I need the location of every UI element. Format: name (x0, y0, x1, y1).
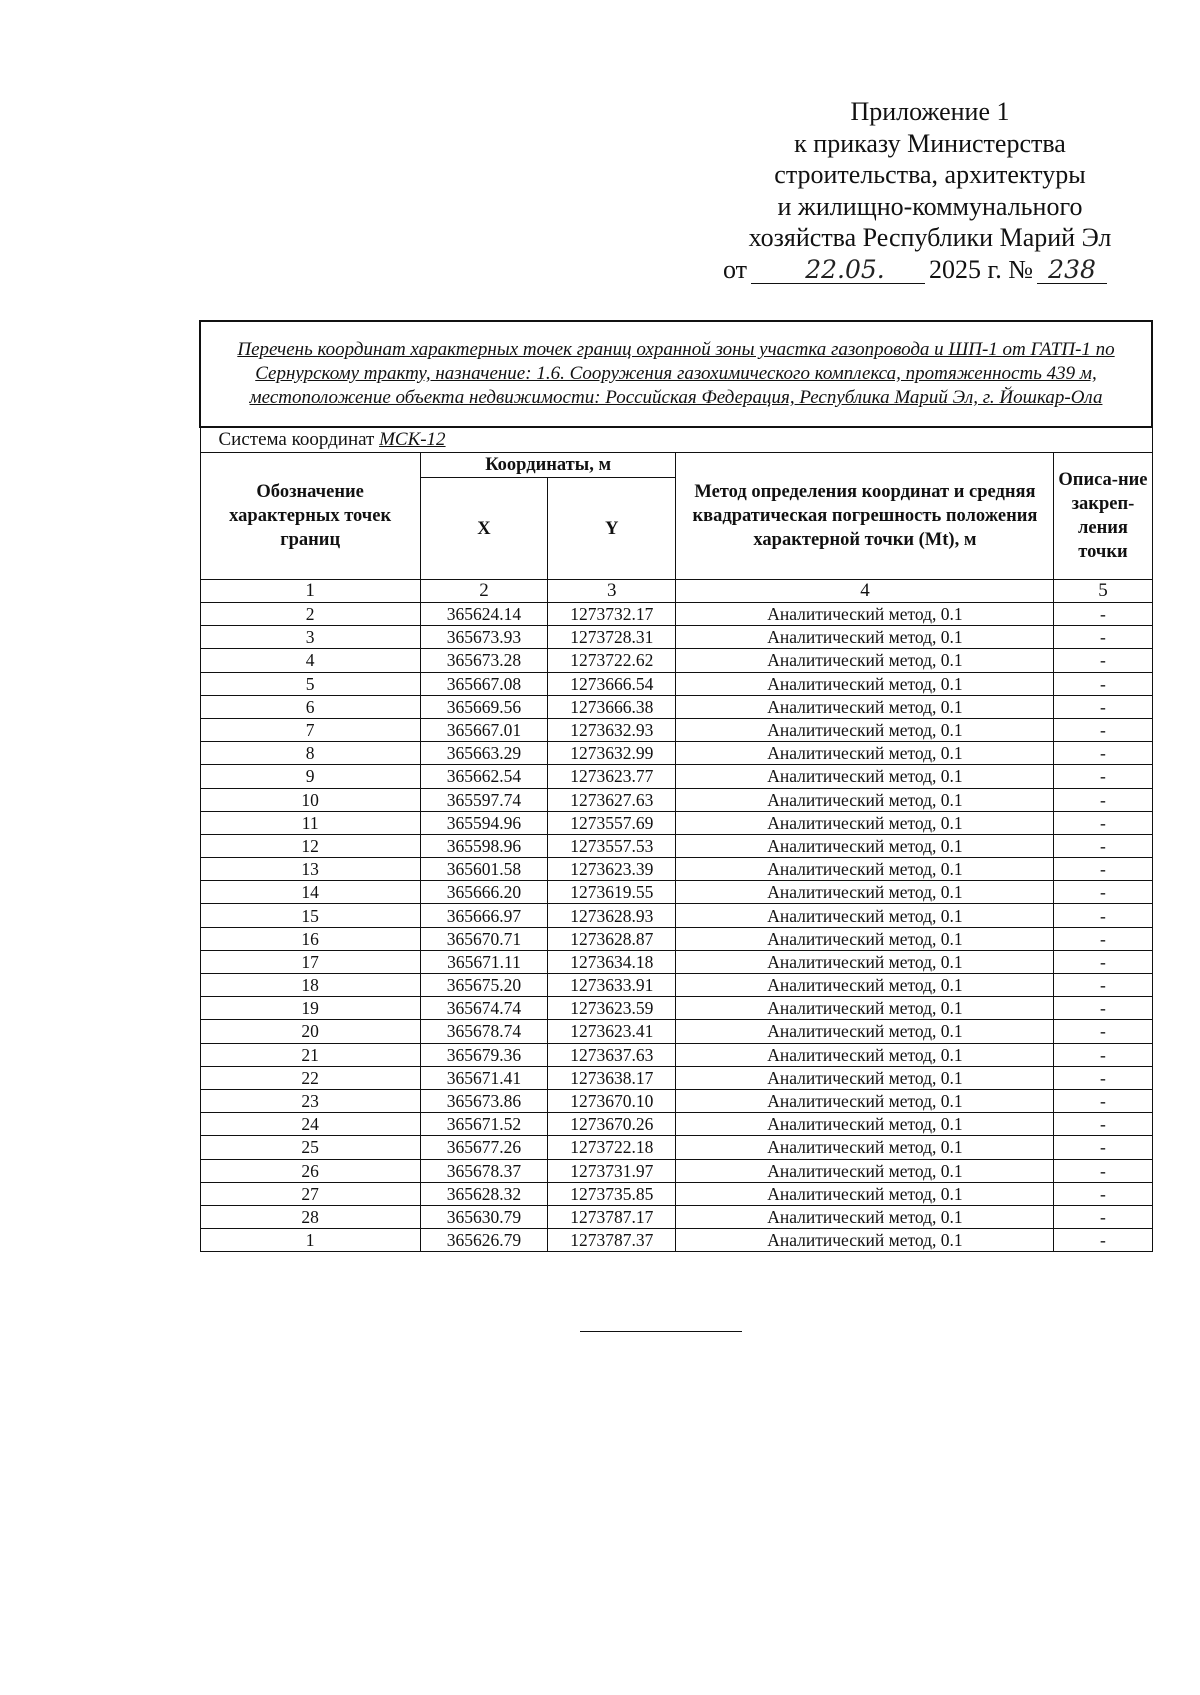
cell-x: 365677.26 (420, 1136, 547, 1159)
cell-point: 1 (200, 1229, 420, 1252)
table-row (200, 626, 1152, 649)
cell-desc: - (1054, 904, 1152, 927)
cell-method: Аналитический метод, 0.1 (676, 1229, 1054, 1252)
cell-point: 7 (200, 718, 420, 741)
cell-y: 1273557.69 (548, 811, 676, 834)
cell-y: 1273623.41 (548, 1020, 676, 1043)
cell-desc: - (1054, 858, 1152, 881)
column-number: 5 (1054, 580, 1152, 603)
cell-method: Аналитический метод, 0.1 (676, 1182, 1054, 1205)
cell-desc: - (1054, 997, 1152, 1020)
cell-point: 3 (200, 626, 420, 649)
cell-x: 365630.79 (420, 1205, 547, 1228)
cell-x: 365663.29 (420, 742, 547, 765)
cell-desc: - (1054, 1159, 1152, 1182)
cell-desc: - (1054, 1229, 1152, 1252)
header-description: Описа-ние закреп-ления точки (1054, 453, 1152, 580)
cell-method: Аналитический метод, 0.1 (676, 858, 1054, 881)
cell-x: 365669.56 (420, 695, 547, 718)
cell-y: 1273732.17 (548, 603, 676, 626)
appendix-header (700, 96, 1160, 285)
cell-y: 1273632.93 (548, 718, 676, 741)
cell-x: 365675.20 (420, 974, 547, 997)
cell-x: 365624.14 (420, 603, 547, 626)
table-row (200, 1089, 1152, 1112)
table-row (200, 765, 1152, 788)
cell-x: 365662.54 (420, 765, 547, 788)
column-number: 4 (676, 580, 1054, 603)
cell-point: 24 (200, 1113, 420, 1136)
cell-y: 1273787.37 (548, 1229, 676, 1252)
cell-point: 26 (200, 1159, 420, 1182)
cell-point: 22 (200, 1066, 420, 1089)
cell-y: 1273557.53 (548, 834, 676, 857)
table-row (200, 1136, 1152, 1159)
table-row (200, 695, 1152, 718)
handwritten-date: 22.05. (751, 257, 925, 284)
cell-y: 1273637.63 (548, 1043, 676, 1066)
cell-x: 365678.74 (420, 1020, 547, 1043)
cell-x: 365666.20 (420, 881, 547, 904)
year-label: 2025 г. № (928, 254, 1034, 284)
cell-method: Аналитический метод, 0.1 (676, 950, 1054, 973)
cell-y: 1273632.99 (548, 742, 676, 765)
cell-x: 365594.96 (420, 811, 547, 834)
table-row (200, 811, 1152, 834)
table-row (200, 974, 1152, 997)
cell-desc: - (1054, 695, 1152, 718)
cell-point: 19 (200, 997, 420, 1020)
cell-y: 1273670.10 (548, 1089, 676, 1112)
cell-x: 365671.52 (420, 1113, 547, 1136)
header-coordinates: Координаты, м (420, 453, 676, 478)
cell-point: 16 (200, 927, 420, 950)
cell-method: Аналитический метод, 0.1 (676, 1205, 1054, 1228)
cell-method: Аналитический метод, 0.1 (676, 881, 1054, 904)
from-label: от (722, 254, 747, 284)
cell-y: 1273628.93 (548, 904, 676, 927)
table-row (200, 1113, 1152, 1136)
cell-desc: - (1054, 1136, 1152, 1159)
header-y: Y (548, 478, 676, 580)
cell-x: 365601.58 (420, 858, 547, 881)
column-number: 2 (420, 580, 547, 603)
cell-desc: - (1054, 1113, 1152, 1136)
cell-y: 1273787.17 (548, 1205, 676, 1228)
table-row (200, 1043, 1152, 1066)
table-row (200, 1159, 1152, 1182)
cell-y: 1273633.91 (548, 974, 676, 997)
cell-x: 365673.86 (420, 1089, 547, 1112)
cell-desc: - (1054, 718, 1152, 741)
cell-y: 1273634.18 (548, 950, 676, 973)
appendix-line: строительства, архитектуры (774, 160, 1086, 189)
cell-method: Аналитический метод, 0.1 (676, 788, 1054, 811)
table-row (200, 718, 1152, 741)
cell-desc: - (1054, 811, 1152, 834)
cell-desc: - (1054, 974, 1152, 997)
cell-point: 10 (200, 788, 420, 811)
cell-y: 1273722.62 (548, 649, 676, 672)
cell-x: 365671.41 (420, 1066, 547, 1089)
cell-method: Аналитический метод, 0.1 (676, 974, 1054, 997)
cell-y: 1273728.31 (548, 626, 676, 649)
cell-desc: - (1054, 927, 1152, 950)
cell-method: Аналитический метод, 0.1 (676, 927, 1054, 950)
column-number: 1 (200, 580, 420, 603)
cell-desc: - (1054, 881, 1152, 904)
cell-point: 21 (200, 1043, 420, 1066)
cell-x: 365628.32 (420, 1182, 547, 1205)
table-row (200, 788, 1152, 811)
table-row (200, 881, 1152, 904)
cell-x: 365671.11 (420, 950, 547, 973)
cell-desc: - (1054, 1020, 1152, 1043)
cell-x: 365667.01 (420, 718, 547, 741)
cell-desc: - (1054, 626, 1152, 649)
cell-point: 12 (200, 834, 420, 857)
header-point: Обозначение характерных точек границ (200, 453, 420, 580)
table-row (200, 1205, 1152, 1228)
cell-method: Аналитический метод, 0.1 (676, 672, 1054, 695)
cell-desc: - (1054, 649, 1152, 672)
cell-point: 27 (200, 1182, 420, 1205)
table-row (200, 672, 1152, 695)
cell-x: 365598.96 (420, 834, 547, 857)
cell-desc: - (1054, 1066, 1152, 1089)
table-body (200, 603, 1152, 1252)
cell-y: 1273623.59 (548, 997, 676, 1020)
appendix-line: к приказу Министерства (794, 128, 1066, 158)
cell-point: 23 (200, 1089, 420, 1112)
cell-point: 15 (200, 904, 420, 927)
cell-desc: - (1054, 1182, 1152, 1205)
cell-x: 365673.93 (420, 626, 547, 649)
order-date-line (670, 254, 1160, 286)
cell-point: 13 (200, 858, 420, 881)
column-number: 3 (548, 580, 676, 603)
cell-method: Аналитический метод, 0.1 (676, 1113, 1054, 1136)
table-row (200, 603, 1152, 626)
cell-point: 6 (200, 695, 420, 718)
cell-x: 365666.97 (420, 904, 547, 927)
cell-point: 8 (200, 742, 420, 765)
coordinate-system-value: МСК-12 (379, 429, 446, 450)
cell-point: 17 (200, 950, 420, 973)
cell-point: 20 (200, 1020, 420, 1043)
cell-point: 14 (200, 881, 420, 904)
cell-method: Аналитический метод, 0.1 (676, 695, 1054, 718)
coordinates-table (199, 320, 1153, 1252)
cell-x: 365673.28 (420, 649, 547, 672)
cell-desc: - (1054, 603, 1152, 626)
cell-y: 1273722.18 (548, 1136, 676, 1159)
cell-method: Аналитический метод, 0.1 (676, 997, 1054, 1020)
cell-desc: - (1054, 1205, 1152, 1228)
table-row (200, 950, 1152, 973)
cell-x: 365679.36 (420, 1043, 547, 1066)
cell-y: 1273628.87 (548, 927, 676, 950)
cell-method: Аналитический метод, 0.1 (676, 1020, 1054, 1043)
cell-method: Аналитический метод, 0.1 (676, 1066, 1054, 1089)
table-row (200, 997, 1152, 1020)
table-row (200, 1182, 1152, 1205)
cell-desc: - (1054, 672, 1152, 695)
cell-method: Аналитический метод, 0.1 (676, 603, 1054, 626)
table-row (200, 858, 1152, 881)
cell-desc: - (1054, 950, 1152, 973)
cell-desc: - (1054, 834, 1152, 857)
cell-y: 1273627.63 (548, 788, 676, 811)
table-row (200, 834, 1152, 857)
cell-method: Аналитический метод, 0.1 (676, 742, 1054, 765)
cell-y: 1273666.38 (548, 695, 676, 718)
cell-point: 4 (200, 649, 420, 672)
cell-method: Аналитический метод, 0.1 (676, 1089, 1054, 1112)
cell-point: 11 (200, 811, 420, 834)
cell-point: 5 (200, 672, 420, 695)
table-row (200, 904, 1152, 927)
cell-method: Аналитический метод, 0.1 (676, 1043, 1054, 1066)
cell-method: Аналитический метод, 0.1 (676, 1159, 1054, 1182)
cell-method: Аналитический метод, 0.1 (676, 765, 1054, 788)
table-row (200, 1229, 1152, 1252)
cell-y: 1273623.77 (548, 765, 676, 788)
cell-x: 365678.37 (420, 1159, 547, 1182)
cell-method: Аналитический метод, 0.1 (676, 649, 1054, 672)
cell-desc: - (1054, 765, 1152, 788)
cell-y: 1273619.55 (548, 881, 676, 904)
cell-desc: - (1054, 742, 1152, 765)
handwritten-order-number: 238 (1037, 257, 1107, 284)
cell-y: 1273623.39 (548, 858, 676, 881)
header-x: X (420, 478, 547, 580)
appendix-line: и жилищно-коммунального (777, 191, 1083, 221)
appendix-line: хозяйства Республики Марий Эл (748, 223, 1112, 252)
cell-method: Аналитический метод, 0.1 (676, 718, 1054, 741)
cell-desc: - (1054, 1043, 1152, 1066)
cell-method: Аналитический метод, 0.1 (676, 1136, 1054, 1159)
table-row (200, 927, 1152, 950)
cell-x: 365626.79 (420, 1229, 547, 1252)
column-numbers-row (200, 580, 1152, 603)
table-row (200, 1020, 1152, 1043)
cell-point: 9 (200, 765, 420, 788)
table-caption: Перечень координат характерных точек границ охранной зоны участка газопровода и ШП-1 от ГАТП-1 по Сернурскому тракту, назначение: 1.6. Сооружения газохимического комплекса, протяженность 439 м, местоположение объекта недвижимости: Российская Федерация, Республика Марий Эл, г. Йошкар-Ола (200, 321, 1152, 427)
cell-x: 365674.74 (420, 997, 547, 1020)
cell-x: 365667.08 (420, 672, 547, 695)
coordinate-system-row (200, 427, 1152, 453)
end-divider (580, 1331, 742, 1332)
cell-method: Аналитический метод, 0.1 (676, 811, 1054, 834)
cell-y: 1273670.26 (548, 1113, 676, 1136)
cell-y: 1273735.85 (548, 1182, 676, 1205)
header-method: Метод определения координат и средняя квадратическая погрешность положения характерной точки (Mt), м (676, 453, 1054, 580)
cell-point: 28 (200, 1205, 420, 1228)
cell-y: 1273731.97 (548, 1159, 676, 1182)
table-row (200, 1066, 1152, 1089)
table-row (200, 742, 1152, 765)
cell-method: Аналитический метод, 0.1 (676, 834, 1054, 857)
coordinate-system-label: Система координат (218, 429, 375, 450)
cell-desc: - (1054, 788, 1152, 811)
cell-x: 365670.71 (420, 927, 547, 950)
cell-x: 365597.74 (420, 788, 547, 811)
cell-point: 2 (200, 603, 420, 626)
cell-y: 1273638.17 (548, 1066, 676, 1089)
cell-method: Аналитический метод, 0.1 (676, 904, 1054, 927)
cell-point: 18 (200, 974, 420, 997)
appendix-line: Приложение 1 (850, 97, 1010, 126)
cell-point: 25 (200, 1136, 420, 1159)
cell-y: 1273666.54 (548, 672, 676, 695)
cell-method: Аналитический метод, 0.1 (676, 626, 1054, 649)
table-row (200, 649, 1152, 672)
cell-desc: - (1054, 1089, 1152, 1112)
